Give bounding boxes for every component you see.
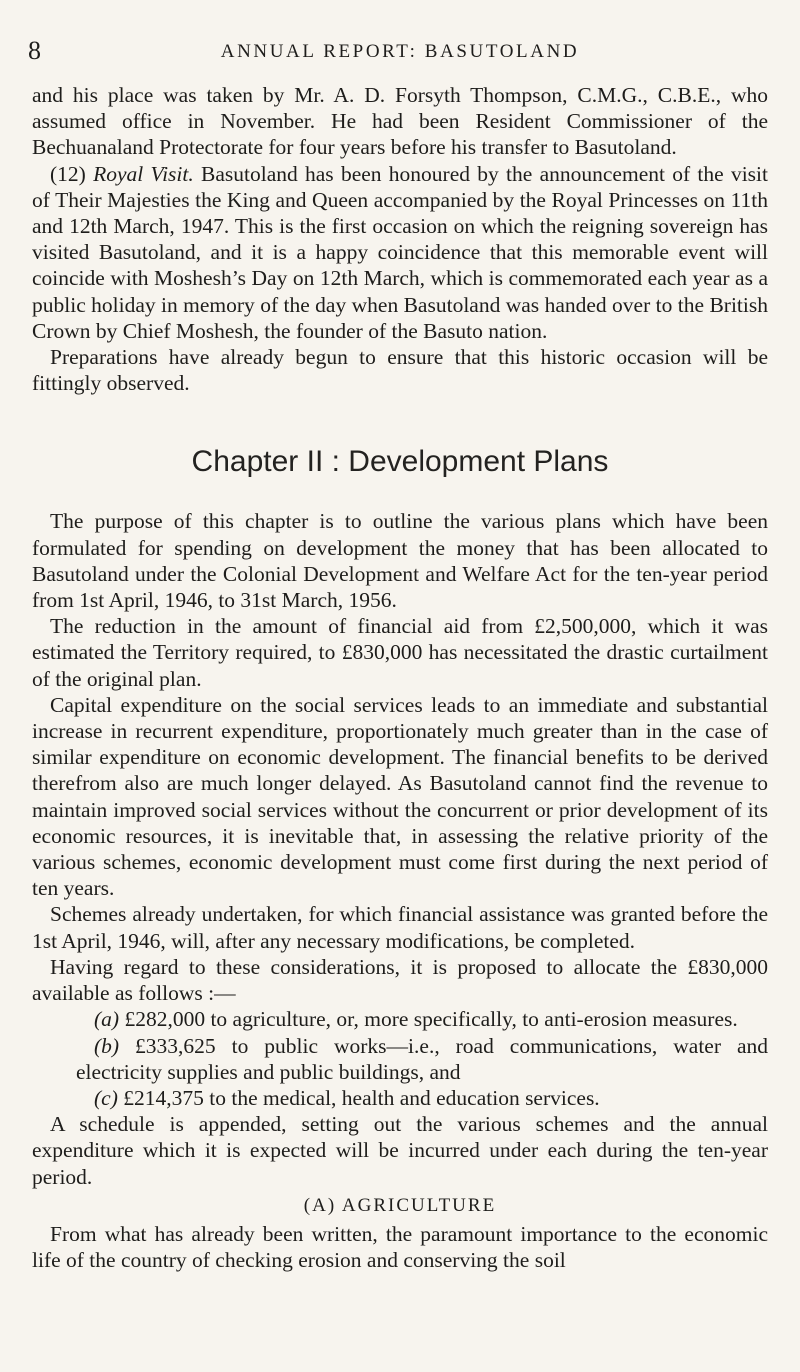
royal-visit-paragraph bbox=[32, 161, 768, 344]
allocation-item-a bbox=[32, 1006, 768, 1032]
allocation-text: £333,625 to public works—i.e., road communications, water and electricity supplies and public buildings, and bbox=[76, 1033, 768, 1084]
page-number: 8 bbox=[28, 36, 41, 65]
allocation-marker: (a) bbox=[94, 1007, 120, 1032]
allocation-marker: (c) bbox=[94, 1085, 118, 1110]
running-head: ANNUAL REPORT: BASUTOLAND bbox=[220, 41, 580, 62]
allocation-text: £282,000 to agriculture, or, more specifically, to anti-erosion measures. bbox=[119, 1007, 738, 1032]
chapter-title: Chapter II : Development Plans bbox=[191, 445, 609, 479]
intro-paragraph-3: Preparations have already begun to ensure that this historic occasion will be fittingly observed. bbox=[32, 345, 768, 396]
chapter-paragraph-7: From what has already been written, the paramount importance to the economic life of the country of checking erosion and conserving the soil bbox=[32, 1221, 768, 1273]
allocation-item-b bbox=[32, 1033, 768, 1085]
chapter-paragraph-1: The purpose of this chapter is to outline the various plans which have been formulated for spending on development the money that has been allocated to Basutoland under the Colonial Development and Welfare Act for the ten-year period from 1st April, 1946, to 31st March, 1956. bbox=[32, 509, 768, 613]
allocation-item-c bbox=[32, 1085, 768, 1111]
chapter-paragraph-2: The reduction in the amount of financial aid from £2,500,000, which it was estimated the Territory required, to £830,000 has necessitated the drastic curtailment of the original plan. bbox=[32, 614, 768, 691]
allocation-marker: (b) bbox=[94, 1033, 120, 1058]
section-heading: (A) AGRICULTURE bbox=[303, 1194, 497, 1216]
body-text bbox=[32, 82, 768, 1273]
royal-visit-text: Basutoland has been honoured by the announcement of the visit of Their Majesties the King and Queen accompanied by the Royal Princesses on 11th and 12th March, 1947. This is the first occasion on which the reigning sovereign has visited Basutoland, and it is a happy coincidence that this memorable event will coincide with Moshesh’s Day on 12th March, which is commemorated each year as a public holiday in memory of the day when Basutoland was handed over to the British Crown by Chief Moshesh, the founder of the Basuto nation. bbox=[32, 161, 768, 343]
chapter-paragraph-4: Schemes already undertaken, for which financial assistance was granted before the 1st April, 1946, will, after any necessary modifications, be completed. bbox=[32, 902, 768, 953]
intro-paragraph-1: and his place was taken by Mr. A. D. Forsyth Thompson, C.M.G., C.B.E., who assumed office in November. He had been Resident Commissioner of the Bechuanaland Protectorate for four years before his transfer to Basutoland. bbox=[32, 83, 768, 160]
allocation-text: £214,375 to the medical, health and education services. bbox=[117, 1085, 600, 1110]
chapter-paragraph-6: A schedule is appended, setting out the various schemes and the annual expenditure which it is expected will be incurred under each during the ten-year period. bbox=[32, 1112, 768, 1189]
page-header bbox=[28, 36, 772, 66]
royal-visit-number: (12) bbox=[50, 161, 86, 186]
chapter-paragraph-3: Capital expenditure on the social services leads to an immediate and substantial increase in recurrent expenditure, proportionately much greater than in the case of similar expenditure on economic development. The financial benefits to be derived therefrom also are much longer delayed. As Basutoland cannot find the revenue to maintain improved social services without the concurrent or prior development of its economic resources, it is inevitable that, in assessing the relative priority of the various schemes, economic development must come first during the next period of ten years. bbox=[32, 692, 768, 901]
royal-visit-title: Royal Visit. bbox=[93, 161, 194, 186]
chapter-paragraph-5: Having regard to these considerations, it is proposed to allocate the £830,000 available as follows :— bbox=[32, 954, 768, 1006]
